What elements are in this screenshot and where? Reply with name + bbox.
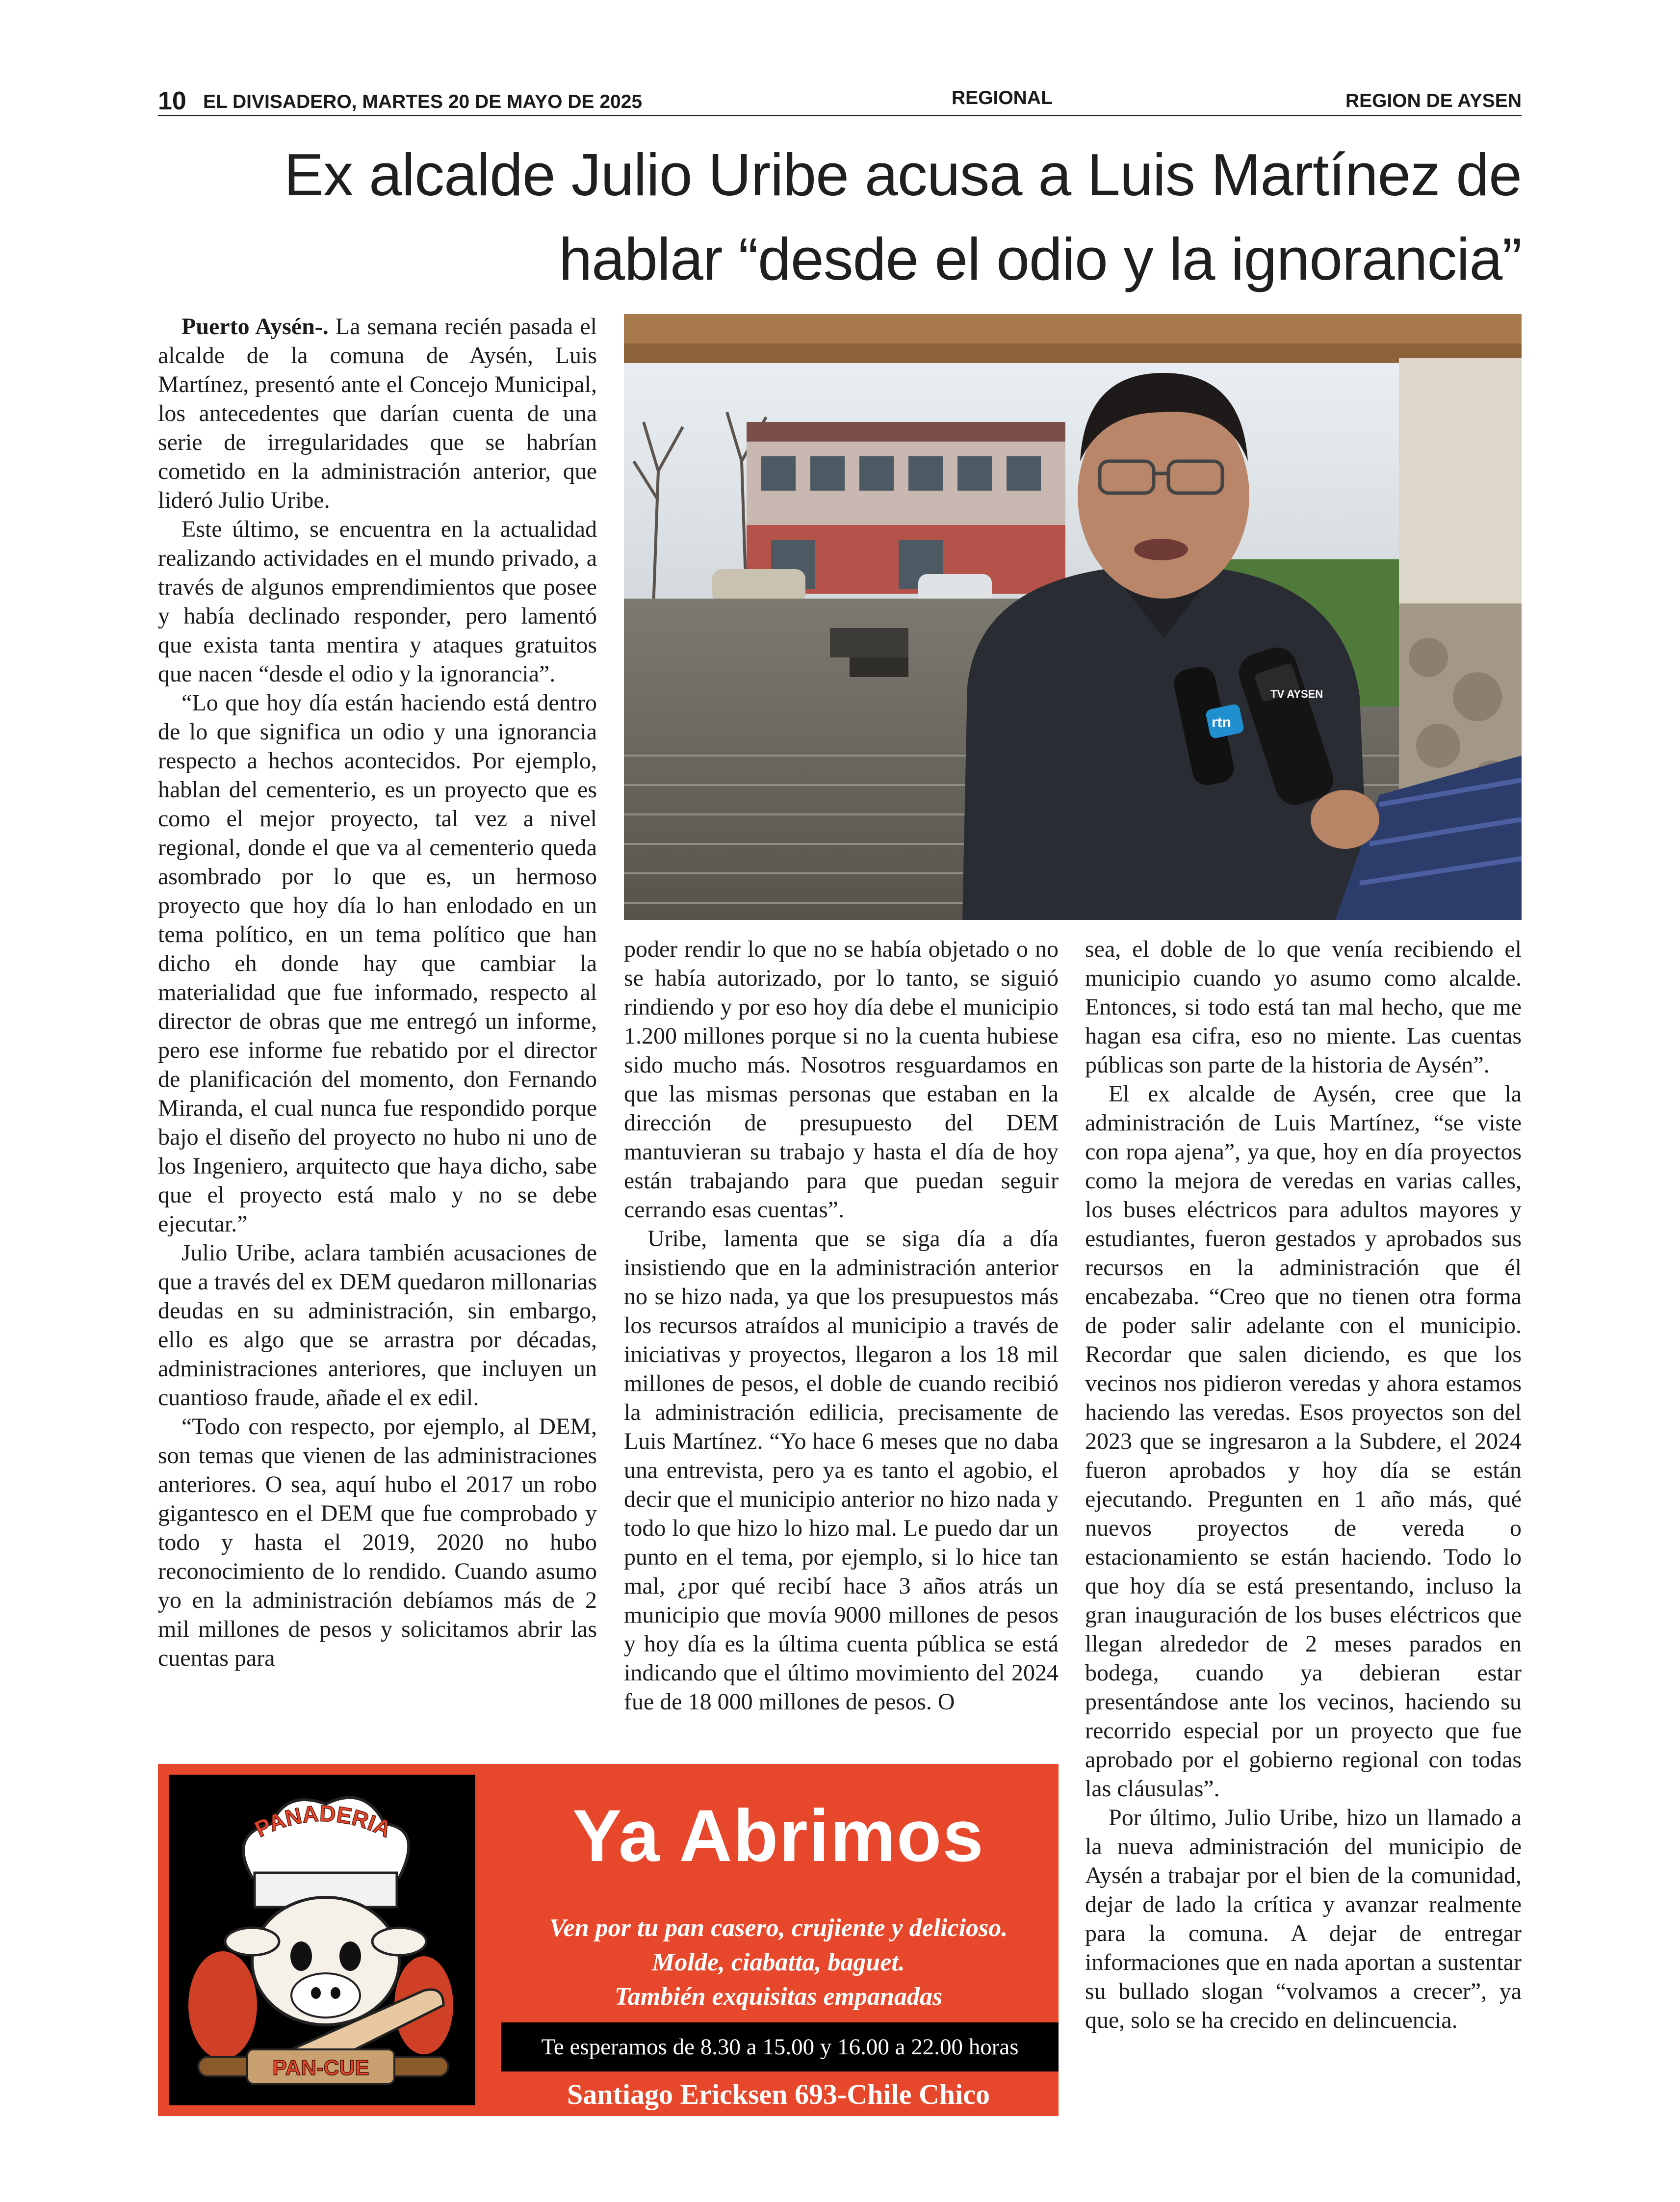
article-paragraph: Uribe, lamenta que se siga día a día insistiendo que en la administración anterior no se hizo nada, ya que los presupuestos más los recursos atraídos al municipio a través de iniciativas y proyectos, llegaron a los 18 mil millones de pesos, el doble de cuando recibió la administración edilicia, precisamente de Luis Martínez. “Yo hace 6 meses que no daba una entrevista, pero ya es tanto el agobio, el decir que el municipio anterior no hizo nada y todo lo que hizo lo hizo mal. Le puedo dar un punto en el tema, por ejemplo, si lo hice tan mal, ¿por qué recibí hace 3 años atrás un municipio que movía 9000 millones de pesos y hoy día es la última cuenta pública se está indicando que el último movimiento del 2024 fue de 18 000 millones de pesos. O [624, 1226, 1059, 1715]
article-headline [158, 132, 1522, 301]
article-paragraph: sea, el doble de lo que venía recibiendo el municipio cuando yo asumo como alcalde. Entonces, si todo está tan mal hecho, que me hagan esa cifra, eso no miente. Las cuentas públicas son parte de la historia de Aysén”. [1085, 936, 1522, 1078]
mic-label-tv-aysen: TV AYSEN [1270, 688, 1323, 700]
article-column-1 [158, 312, 597, 1673]
ad-line-3: También exquisitas empanadas [614, 1983, 943, 2011]
ad-line-2: Molde, ciabatta, baguet. [652, 1948, 905, 1976]
dateline: Puerto Aysén-. [181, 314, 329, 340]
page-header [158, 82, 1522, 116]
ad-address: Santiago Ericksen 693-Chile Chico [567, 2078, 990, 2110]
page-number: 10 [158, 87, 186, 115]
paragraph-text: La semana recién pasada el alcalde de la comuna de Aysén, Luis Martínez, presentó ante el Concejo Municipal, los antecedentes que darían cuenta de una serie de irregularidades que se habrían cometido en la administración anterior, que lideró Julio Uribe. [158, 314, 597, 513]
bakery-logo [169, 1775, 475, 2105]
headline-line-1: Ex alcalde Julio Uribe acusa a Luis Martínez de [284, 141, 1522, 208]
ad-description [501, 1911, 1056, 2014]
bakery-advertisement [158, 1764, 1059, 2116]
article-paragraph: poder rendir lo que no se había objetado o no se había autorizado, por lo tanto, se siguió rindiendo y por eso hoy día debe el municipio 1.200 millones porque si no la cuenta hubiese sido mucho más. Nosotros resguardamos en que las mismas personas que estaban en la dirección de presupuesto del DEM mantuvieran su trabajo y hasta el día de hoy están trabajando para que puedan seguir cerrando esas cuentas”. [624, 936, 1059, 1223]
region-label: REGION DE AYSEN [1345, 90, 1522, 111]
article-paragraph: Este último, se encuentra en la actualidad realizando actividades en el mundo privado, a través de algunos emprendimientos que posee y había declinado responder, pero lamentó que exista tanta mentira y ataques gratuitos que nacen “desde el odio y la ignorancia”. [158, 516, 597, 687]
article-paragraph: El ex alcalde de Aysén, cree que la administración de Luis Martínez, “se viste con ropa ajena”, ya que, hoy en día proyectos como la mejora de veredas en varias calles, los buses eléctricos para adultos mayores y estudiantes, fueron gestados y aprobados sus recursos en la administración que él encabezaba. “Creo que no tienen otra forma de poder salir adelante con el municipio. Recordar que salen diciendo, es que los vecinos nos pidieron veredas y ahora estamos haciendo las veredas. Esos proyectos son del 2023 que se ingresaron a la Subdere, el 2024 fueron aprobados y hoy día se están ejecutando. Pregunten en 1 año más, qué nuevos proyectos de vereda o estacionamiento se están haciendo. Todo lo que hoy día se está presentando, incluso la gran inauguración de los buses eléctricos que llegan alrededor de 2 meses parados en bodega, cuando ya debieran estar presentándose ante los vecinos, haciendo su recorrido especial por un proyecto que fue aprobado por el gobierno regional con todas las cláusulas”. [1085, 1081, 1522, 1802]
section-label: REGIONAL [952, 87, 1053, 108]
ad-line-1: Ven por tu pan casero, crujiente y delicioso. [549, 1914, 1008, 1942]
article-paragraph: “Todo con respecto, por ejemplo, al DEM, son temas que vienen de las administraciones anteriores. O sea, aquí hubo el 2017 un robo gigantesco en el DEM que fue comprobado y todo y hasta el 2019, 2020 no hubo reconocimiento de lo rendido. Cuando asumo yo en la administración debíamos más de 2 mil millones de pesos y solicitamos abrir las cuentas para [158, 1414, 597, 1671]
article-column-3 [1085, 935, 1522, 2035]
chef-sheep-logo-icon [169, 1775, 475, 2105]
article-paragraph: Por último, Julio Uribe, hizo un llamado a la nueva administración del municipio de Aysén a trabajar por el bien de la comunidad, dejar de lado la crítica y avanzar realmente para la comuna. A dejar de entregar informaciones que en nada aportan a sustentar su bullado slogan “volvamos a crecer”, ya que, solo se ha crecido en delincuencia. [1085, 1805, 1522, 2033]
article-photo [624, 314, 1522, 920]
mic-label-rtn: rtn [1212, 714, 1231, 731]
article-paragraph: “Lo que hoy día están haciendo está dentro de lo que significa un odio y una ignorancia respecto a hechos acontecidos. Por ejemplo, hablan del cementerio, es un proyecto que es como el mejor proyecto, tal vez a nivel regional, donde el que va al cementerio queda asombrado por lo que es, un hermoso proyecto que hoy día lo han enlodado en un tema político, en un tema político que han dicho eh donde hay que cambiar la materialidad que fue informado, respecto al director de obras que me entregó un informe, pero ese informe fue rebatido por el director de planificación del momento, don Fernando Miranda, el cual nunca fue respondido porque bajo el diseño del proyecto no hubo ni uno de los Ingeniero, arquitecto que haya dicho, sabe que el proyecto está malo y no se debe ejecutar.” [158, 690, 597, 1237]
ad-hours: Te esperamos de 8.30 a 15.00 y 16.00 a 22.00 horas [501, 2022, 1059, 2071]
paper-dateline: EL DIVISADERO, MARTES 20 DE MAYO DE 2025 [203, 91, 643, 112]
photo-illustration [624, 314, 1522, 920]
article-paragraph [158, 312, 597, 515]
logo-bottom-text: PAN-CUE [272, 2056, 369, 2080]
article-paragraph: Julio Uribe, aclara también acusaciones de que a través del ex DEM quedaron millonarias deudas en su administración, sin embargo, ello es algo que se arrastra por décadas, administraciones anteriores, que incluyen un cuantioso fraude, añade el ex edil. [158, 1240, 597, 1411]
headline-line-2: hablar “desde el odio y la ignorancia” [559, 226, 1522, 292]
ad-title: Ya Abrimos [572, 1794, 984, 1877]
article-column-2 [624, 935, 1059, 1716]
logo-top-text: PANADERIA [251, 1800, 395, 1842]
